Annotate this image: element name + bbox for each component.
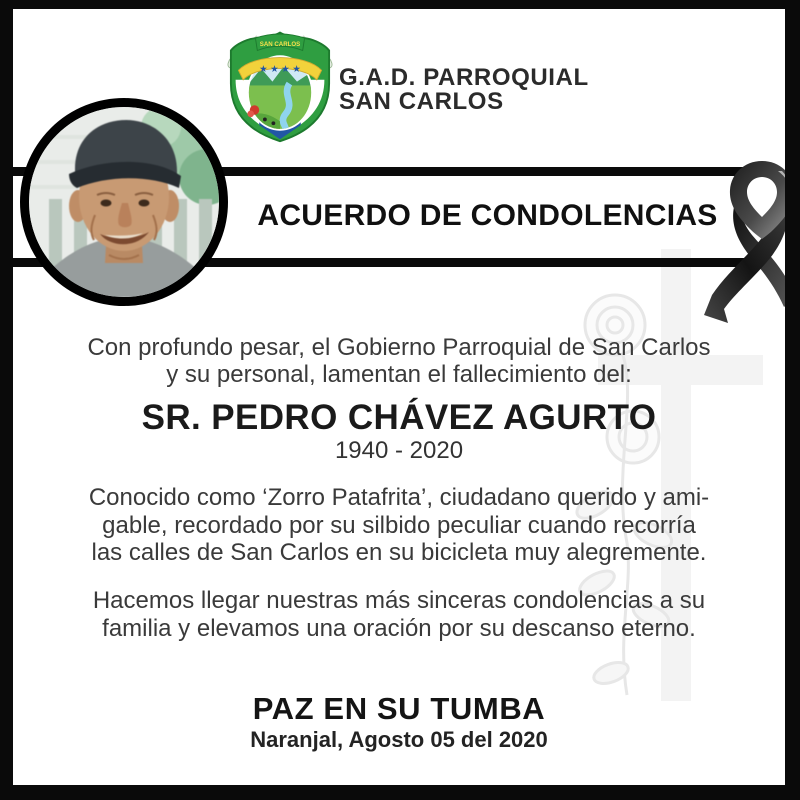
banner-title: ACUERDO DE CONDOLENCIAS	[257, 199, 718, 232]
intro-line2: y su personal, lamentan el fallecimiento del:	[166, 361, 632, 388]
tribute-line2: gable, recordado por su silbido peculiar cuando recorría	[102, 511, 696, 539]
org-name-line1: G.A.D. PARROQUIAL	[339, 64, 589, 91]
portrait-illustration	[29, 107, 219, 297]
tribute-line3: las calles de San Carlos en su bicicleta muy alegremente.	[91, 539, 707, 566]
org-name	[339, 66, 589, 113]
deceased-portrait-photo	[20, 98, 228, 306]
condolence-line1: Hacemos llegar nuestras más sinceras condolencias a su	[92, 587, 706, 614]
deceased-name: SR. PEDRO CHÁVEZ AGURTO	[141, 398, 657, 437]
tribute-text	[14, 484, 784, 567]
dateline-text: Naranjal, Agosto 05 del 2020	[250, 727, 548, 752]
org-name-line2: SAN CARLOS	[339, 87, 504, 115]
intro-line1: Con profundo pesar, el Gobierno Parroquial de San Carlos	[87, 334, 711, 361]
condolence-line2: familia y elevamos una oración por su descanso eterno.	[102, 614, 696, 642]
tribute-line1: Conocido como ‘Zorro Patafrita’, ciudadano querido y ami-	[88, 484, 710, 511]
parish-coat-of-arms	[223, 25, 337, 144]
deceased-years: 1940 - 2020	[334, 437, 464, 464]
intro-text	[14, 334, 784, 388]
mourning-ribbon-icon	[694, 157, 796, 323]
emblem-stars: ★ ★ ★ ★	[259, 64, 301, 76]
condolence-text	[14, 587, 784, 642]
emblem-scroll-text: SAN CARLOS	[259, 40, 301, 48]
farewell-text: PAZ EN SU TUMBA	[252, 691, 546, 726]
